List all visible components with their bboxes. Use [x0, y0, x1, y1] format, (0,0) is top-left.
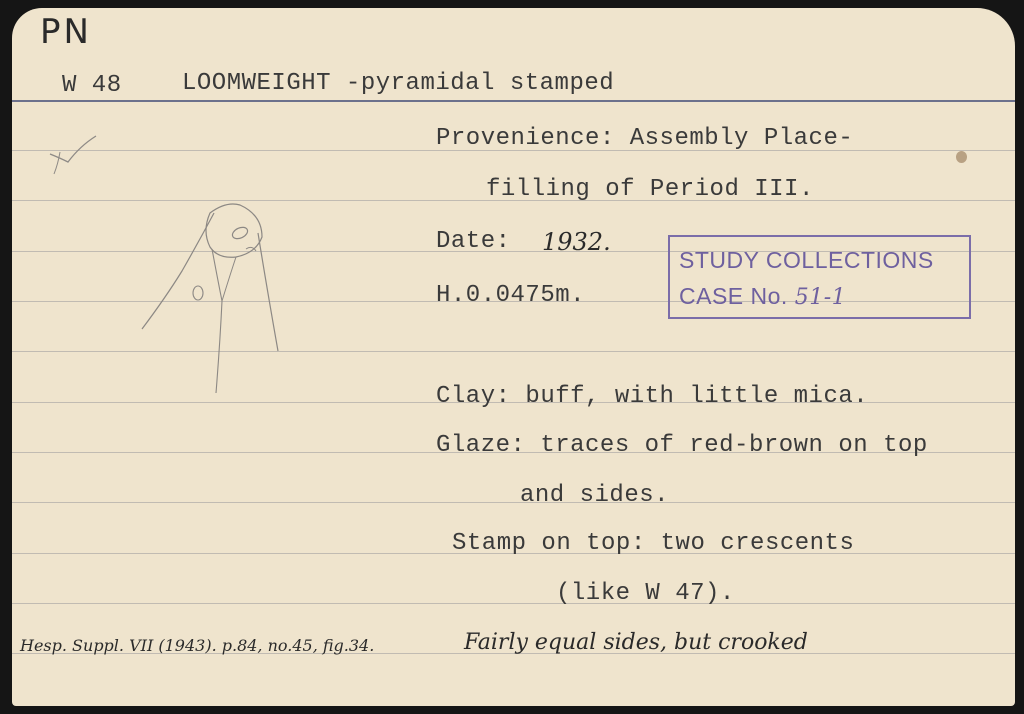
- height-measurement: H.0.0475m.: [436, 282, 586, 309]
- stain-spot: [956, 151, 967, 163]
- glaze-line-1: Glaze: traces of red-brown on top: [436, 432, 928, 459]
- catalog-number: W 48: [62, 72, 122, 99]
- provenience-line-2: filling of Period III.: [486, 176, 814, 203]
- stamp-title: STUDY COLLECTIONS: [679, 247, 934, 273]
- catalog-card: [12, 8, 1015, 706]
- corner-mark: PN: [40, 12, 92, 52]
- handwritten-note: Fairly equal sides, but crooked: [464, 630, 808, 655]
- stamp-case-number: 51-1: [794, 285, 847, 310]
- header-rule: [12, 100, 1015, 102]
- date-label: Date:: [436, 228, 511, 255]
- stamp-note-line-1: Stamp on top: two crescents: [452, 530, 855, 557]
- loomweight-sketch: [132, 193, 292, 403]
- stamp-note-line-2: (like W 47).: [556, 580, 735, 607]
- glaze-line-2: and sides.: [520, 482, 670, 509]
- study-collections-stamp: [668, 235, 971, 319]
- date-value: 1932.: [542, 228, 611, 256]
- provenience-line-1: Provenience: Assembly Place-: [436, 125, 854, 152]
- object-title: LOOMWEIGHT -pyramidal stamped: [182, 70, 615, 97]
- stamp-case-label: CASE No.: [679, 283, 788, 309]
- bibliographic-reference: Hesp. Suppl. VII (1943). p.84, no.45, fig.34.: [20, 636, 375, 655]
- ruled-line: [12, 603, 1015, 604]
- clay-description: Clay: buff, with little mica.: [436, 383, 869, 410]
- stamp-case-line: [679, 283, 846, 310]
- ruled-line: [12, 502, 1015, 503]
- check-mark-icon: [48, 132, 100, 176]
